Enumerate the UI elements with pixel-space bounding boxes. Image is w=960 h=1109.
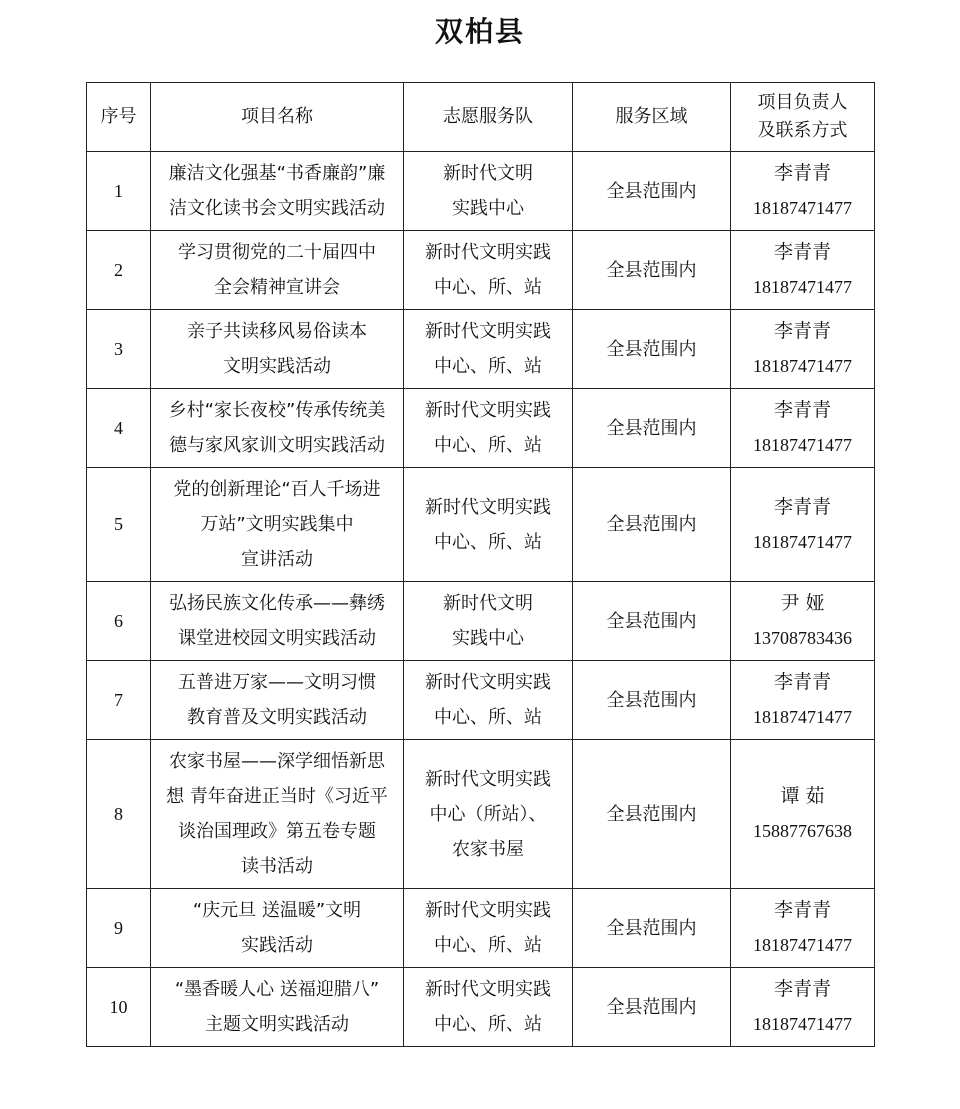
header-index: 序号 [87, 83, 151, 152]
service-area: 全县范围内 [573, 468, 731, 582]
contact-person: 李青青 [773, 320, 831, 342]
contact-person: 李青青 [773, 671, 831, 693]
project-name: “庆元旦 送温暖”文明 实践活动 [151, 889, 404, 968]
contact-cell [731, 310, 875, 389]
contact-cell [731, 468, 875, 582]
row-index: 9 [87, 889, 151, 968]
volunteer-team: 新时代文明实践 中心、所、站 [404, 889, 573, 968]
contact-cell [731, 740, 875, 889]
contact-phone: 18187471477 [753, 356, 852, 376]
service-area: 全县范围内 [573, 582, 731, 661]
contact-cell [731, 389, 875, 468]
project-table [86, 82, 875, 1047]
project-name: 亲子共读移风易俗读本 文明实践活动 [151, 310, 404, 389]
volunteer-team: 新时代文明实践 中心、所、站 [404, 468, 573, 582]
contact-cell [731, 231, 875, 310]
table-row [87, 389, 875, 468]
contact-phone: 18187471477 [753, 1014, 852, 1034]
page-title: 双柏县 [434, 15, 525, 48]
table-row [87, 468, 875, 582]
table-row [87, 231, 875, 310]
volunteer-team: 新时代文明实践 中心、所、站 [404, 968, 573, 1047]
project-name: 学习贯彻党的二十届四中 全会精神宣讲会 [151, 231, 404, 310]
service-area: 全县范围内 [573, 389, 731, 468]
table-row [87, 310, 875, 389]
service-area: 全县范围内 [573, 152, 731, 231]
row-index: 7 [87, 661, 151, 740]
volunteer-team: 新时代文明实践 中心、所、站 [404, 661, 573, 740]
contact-person: 谭 茹 [780, 785, 825, 807]
table-row [87, 889, 875, 968]
contact-person: 李青青 [773, 495, 831, 518]
contact-person: 李青青 [773, 241, 831, 263]
project-name: 党的创新理论“百人千场进 万站”文明实践集中 宣讲活动 [151, 468, 404, 582]
header-volunteer-team: 志愿服务队 [404, 83, 573, 152]
header-project-name: 项目名称 [151, 83, 404, 152]
table-row [87, 968, 875, 1047]
contact-person: 李青青 [773, 399, 831, 421]
contact-phone: 18187471477 [753, 277, 852, 297]
project-name: “墨香暖人心 送福迎腊八” 主题文明实践活动 [151, 968, 404, 1047]
volunteer-team: 新时代文明实践 中心（所站）、 农家书屋 [404, 740, 573, 889]
table-body [87, 152, 875, 1047]
contact-person: 李青青 [773, 162, 831, 184]
contact-person: 尹 娅 [780, 592, 825, 614]
contact-person: 李青青 [773, 899, 831, 921]
row-index: 1 [87, 152, 151, 231]
row-index: 6 [87, 582, 151, 661]
row-index: 8 [87, 740, 151, 889]
contact-phone: 18187471477 [753, 198, 852, 218]
service-area: 全县范围内 [573, 231, 731, 310]
table-row [87, 152, 875, 231]
project-name: 廉洁文化强基“书香廉韵”廉 洁文化读书会文明实践活动 [151, 152, 404, 231]
row-index: 4 [87, 389, 151, 468]
table-row [87, 582, 875, 661]
service-area: 全县范围内 [573, 740, 731, 889]
table-row [87, 661, 875, 740]
contact-cell [731, 152, 875, 231]
contact-phone: 18187471477 [753, 435, 852, 455]
header-contact: 项目负责人 及联系方式 [731, 83, 875, 152]
row-index: 2 [87, 231, 151, 310]
contact-phone: 15887767638 [753, 821, 852, 841]
row-index: 5 [87, 468, 151, 582]
contact-cell [731, 582, 875, 661]
contact-person: 李青青 [773, 978, 831, 1000]
contact-phone: 18187471477 [753, 531, 852, 552]
service-area: 全县范围内 [573, 661, 731, 740]
service-area: 全县范围内 [573, 889, 731, 968]
contact-phone: 13708783436 [753, 628, 852, 648]
service-area: 全县范围内 [573, 968, 731, 1047]
contact-phone: 18187471477 [753, 935, 852, 955]
volunteer-team: 新时代文明 实践中心 [404, 152, 573, 231]
contact-cell [731, 968, 875, 1047]
volunteer-team: 新时代文明实践 中心、所、站 [404, 389, 573, 468]
project-name: 乡村“家长夜校”传承传统美 德与家风家训文明实践活动 [151, 389, 404, 468]
service-area: 全县范围内 [573, 310, 731, 389]
contact-phone: 18187471477 [753, 707, 852, 727]
project-name: 农家书屋——深学细悟新思 想 青年奋进正当时《习近平 谈治国理政》第五卷专题 读书活动 [151, 740, 404, 889]
contact-cell [731, 889, 875, 968]
project-name: 五普进万家——文明习惯 教育普及文明实践活动 [151, 661, 404, 740]
volunteer-team: 新时代文明实践 中心、所、站 [404, 310, 573, 389]
project-name: 弘扬民族文化传承——彝绣 课堂进校园文明实践活动 [151, 582, 404, 661]
row-index: 3 [87, 310, 151, 389]
table-header-row [87, 83, 875, 152]
row-index: 10 [87, 968, 151, 1047]
table-row [87, 740, 875, 889]
volunteer-team: 新时代文明实践 中心、所、站 [404, 231, 573, 310]
contact-cell [731, 661, 875, 740]
volunteer-team: 新时代文明 实践中心 [404, 582, 573, 661]
header-service-area: 服务区域 [573, 83, 731, 152]
